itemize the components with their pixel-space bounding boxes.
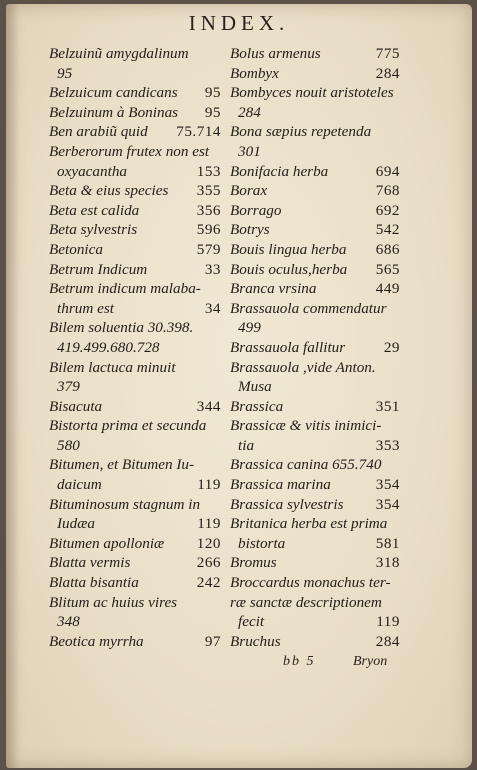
index-entry	[49, 593, 221, 613]
index-page-number: 284	[375, 64, 400, 82]
index-page-number: 29	[383, 338, 400, 356]
index-term: Brassauola ,vide Anton.	[230, 358, 376, 376]
index-term: bistorta	[238, 534, 286, 552]
index-page-number: 692	[375, 201, 400, 219]
index-term: Bruchus	[230, 632, 281, 650]
index-term: Botrys	[230, 221, 270, 239]
index-page-number: 119	[197, 476, 221, 494]
index-term: Bonifacia herba	[230, 162, 329, 180]
index-entry	[230, 122, 400, 142]
index-entry	[230, 377, 400, 397]
index-page-number: 97	[204, 632, 221, 650]
index-term: 379	[57, 378, 80, 396]
index-page-number: 75.714	[176, 123, 221, 141]
index-term: Betonica	[49, 240, 103, 258]
index-term: Brassica	[230, 397, 284, 415]
index-term: Borax	[230, 182, 268, 200]
index-entry	[49, 632, 221, 652]
index-term: 95	[57, 64, 73, 82]
index-entry	[230, 495, 400, 515]
index-term: Bitumen, et Bitumen Iu-	[49, 456, 195, 474]
index-page-number: 542	[375, 221, 400, 239]
index-entry	[49, 514, 221, 534]
index-page-number: 581	[375, 534, 400, 552]
index-page-number: 579	[196, 240, 221, 258]
index-term: Bituminosum stagnum in	[49, 495, 201, 513]
index-entry	[49, 416, 221, 436]
index-term: Betrum indicum malaba-	[49, 280, 201, 298]
index-term: Bistorta prima et secunda	[49, 417, 207, 435]
index-entry	[230, 514, 400, 534]
index-term: Beotica myrrha	[49, 632, 144, 650]
index-term: Brassauola fallitur	[230, 338, 346, 356]
index-entry	[230, 260, 400, 280]
index-term: Ben arabiũ quid	[49, 123, 148, 141]
index-entry	[230, 220, 400, 240]
index-entry	[49, 260, 221, 280]
index-page-number: 284	[375, 632, 400, 650]
index-entry	[49, 240, 221, 260]
catchword: Bryon	[353, 654, 388, 669]
page-title: INDEX.	[188, 11, 290, 35]
index-term: 499	[238, 319, 261, 337]
index-entry	[230, 573, 400, 593]
index-term: Belzuinum à Boninas	[49, 103, 179, 121]
index-page-number: 686	[375, 240, 400, 258]
index-entry	[49, 475, 221, 495]
signature-mark: bb 5	[283, 654, 316, 669]
index-entry	[49, 181, 221, 201]
index-entry	[49, 377, 221, 397]
index-term: Bombyx	[230, 64, 279, 82]
index-page-number: 353	[375, 436, 400, 454]
index-entry	[230, 358, 400, 378]
index-entry	[49, 338, 221, 358]
index-page-number: 119	[376, 613, 400, 631]
index-entry	[230, 534, 400, 554]
index-entry	[49, 142, 221, 162]
index-term: Bouis oculus,herba	[230, 260, 348, 278]
index-term: Bona sæpius repetenda	[230, 123, 372, 141]
index-entry	[230, 142, 400, 162]
index-page-number: 596	[196, 221, 221, 239]
index-page-number: 153	[196, 162, 221, 180]
index-page-number: 355	[196, 182, 221, 200]
index-entry	[230, 416, 400, 436]
index-entry	[230, 44, 400, 64]
index-column-left	[49, 44, 221, 651]
book-page	[6, 4, 472, 768]
index-page-number: 354	[375, 495, 400, 513]
index-page-number: 565	[375, 260, 400, 278]
index-page-number: 33	[204, 260, 221, 278]
index-term: fecit	[238, 613, 265, 631]
index-term: Beta sylvestris	[49, 221, 138, 239]
index-page-number: 775	[375, 45, 400, 62]
index-entry	[49, 201, 221, 221]
index-term: Brassicæ & vitis inimici-	[230, 417, 382, 435]
page-footer	[6, 654, 472, 674]
index-page-number: 120	[196, 534, 221, 552]
index-term: Brassica sylvestris	[230, 495, 344, 513]
index-entry	[230, 162, 400, 182]
index-term: 580	[57, 436, 80, 454]
index-term: Bilem lactuca minuit	[49, 358, 176, 376]
index-page-number: 318	[375, 554, 400, 572]
index-term: Bromus	[230, 554, 277, 572]
index-term: Bombyces nouit aristoteles	[230, 84, 394, 102]
index-term: Blitum ac huius vires	[49, 593, 178, 611]
index-page-number: 95	[204, 84, 221, 102]
index-term: Bolus armenus	[230, 45, 321, 62]
index-entry	[49, 397, 221, 417]
index-term: Britanica herba est prima	[230, 515, 388, 533]
index-page-number: 266	[196, 554, 221, 572]
index-page-number: 95	[204, 103, 221, 121]
index-term: daicum	[57, 476, 102, 494]
index-term: Broccardus monachus ter-	[230, 574, 391, 592]
index-term: Bilem soluentia 30.398.	[49, 319, 194, 337]
index-entry	[230, 64, 400, 84]
index-term: Bouis lingua herba	[230, 240, 347, 258]
index-term: thrum est	[57, 299, 114, 317]
index-term: 348	[57, 613, 80, 631]
index-entry	[230, 397, 400, 417]
index-entry	[230, 338, 400, 358]
index-term: Brassauola commendatur	[230, 299, 387, 317]
index-entry	[230, 318, 400, 338]
index-entry	[49, 553, 221, 573]
index-entry	[49, 122, 221, 142]
index-entry	[230, 299, 400, 319]
index-term: Bitumen apolloniæ	[49, 534, 165, 552]
index-term: Berberorum frutex non est	[49, 142, 210, 160]
index-entry	[49, 573, 221, 593]
index-entry	[230, 279, 400, 299]
index-entry	[49, 83, 221, 103]
index-entry	[49, 534, 221, 554]
index-entry	[230, 103, 400, 123]
index-term: Brassica marina	[230, 476, 331, 494]
index-entry	[230, 201, 400, 221]
index-term: Brassica canina 655.740	[230, 456, 382, 474]
index-entry	[49, 103, 221, 123]
index-page-number: 449	[375, 280, 400, 298]
index-entry	[49, 44, 221, 64]
index-term: Musa	[238, 378, 272, 396]
index-entry	[49, 279, 221, 299]
index-term: Iudæa	[57, 515, 95, 533]
index-page-number: 351	[375, 397, 400, 415]
index-entry	[49, 495, 221, 515]
index-entry	[230, 553, 400, 573]
index-term: Beta est calida	[49, 201, 140, 219]
index-entry	[230, 632, 400, 652]
index-entry	[49, 64, 221, 84]
index-page-number: 34	[204, 299, 221, 317]
index-entry	[49, 299, 221, 319]
index-term: Blatta bisantia	[49, 574, 139, 592]
index-entry	[230, 240, 400, 260]
index-term: Branca vrsina	[230, 280, 317, 298]
index-term: 419.499.680.728	[57, 338, 160, 356]
index-term: Betrum Indicum	[49, 260, 148, 278]
index-term: ræ sanctæ descriptionem	[230, 593, 382, 611]
index-term: Beta & eius species	[49, 182, 169, 200]
index-term: Blatta vermis	[49, 554, 131, 572]
index-page-number: 119	[197, 515, 221, 533]
index-entry	[49, 612, 221, 632]
index-entry	[230, 83, 400, 103]
index-page-number: 356	[196, 201, 221, 219]
index-term: Belzuicum candicans	[49, 84, 178, 102]
index-entry	[49, 162, 221, 182]
index-page-number: 694	[375, 162, 400, 180]
index-page-number: 242	[196, 574, 221, 592]
index-term: Borrago	[230, 201, 282, 219]
index-entry	[230, 436, 400, 456]
index-entry	[230, 455, 400, 475]
index-column-right	[230, 44, 400, 651]
index-page-number: 768	[375, 182, 400, 200]
index-entry	[49, 318, 221, 338]
index-entry	[230, 612, 400, 632]
index-entry	[230, 181, 400, 201]
index-entry	[49, 436, 221, 456]
index-term: tia	[238, 436, 255, 454]
index-entry	[230, 593, 400, 613]
index-term: oxyacantha	[57, 162, 128, 180]
index-term: Belzuinũ amygdalinum	[49, 45, 189, 62]
index-entry	[49, 455, 221, 475]
index-term: 301	[238, 142, 261, 160]
index-entry	[49, 220, 221, 240]
index-term: Bisacuta	[49, 397, 103, 415]
index-page-number: 344	[196, 397, 221, 415]
index-term: 284	[238, 103, 261, 121]
index-entry	[230, 475, 400, 495]
index-entry	[49, 358, 221, 378]
index-page-number: 354	[375, 476, 400, 494]
